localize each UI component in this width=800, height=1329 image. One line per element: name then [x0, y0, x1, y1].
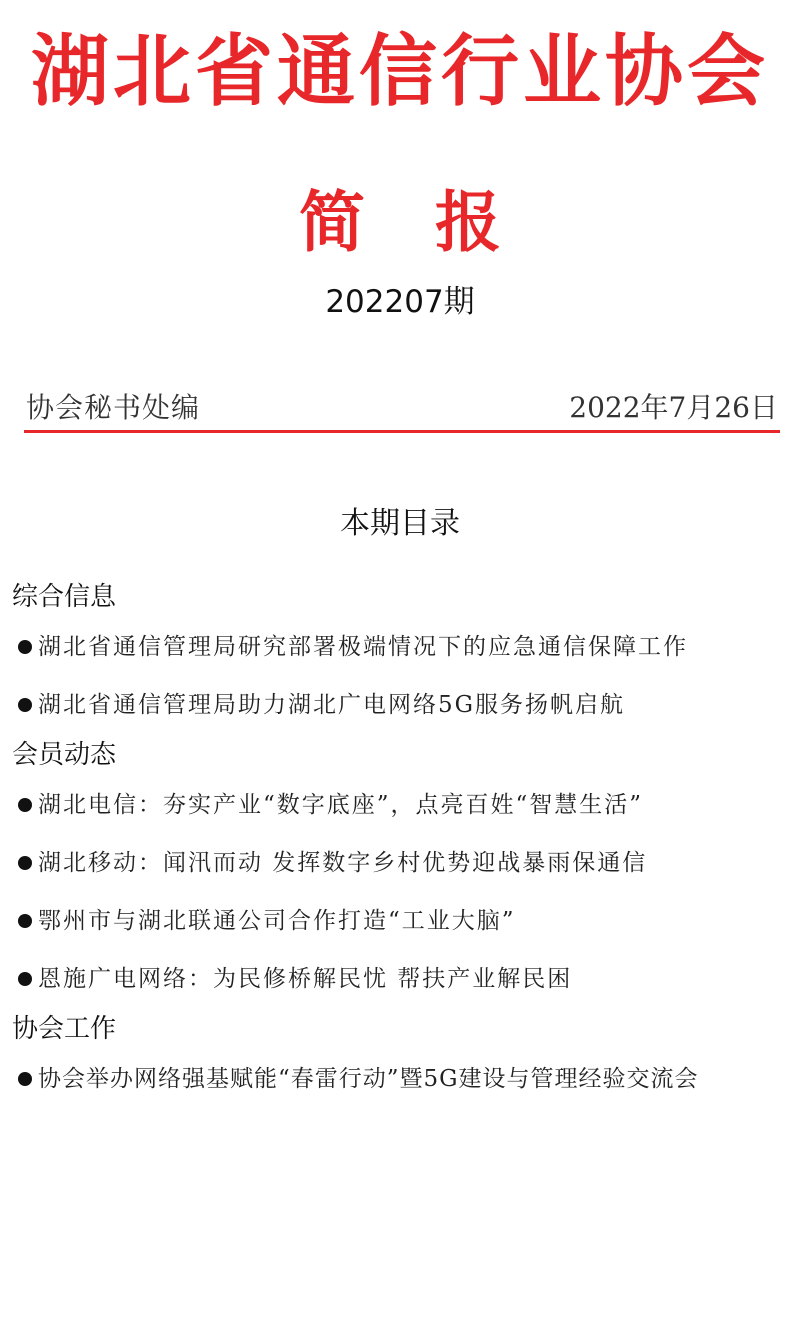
bullet-icon — [18, 798, 32, 812]
org-title: 湖北省通信行业协会 — [30, 27, 769, 117]
toc-title: 本期目录 — [340, 506, 460, 541]
toc-section-association — [12, 1008, 792, 1108]
toc-section-members — [12, 734, 792, 1008]
issue-date: 2022年7月26日 — [569, 391, 778, 424]
section-heading: 会员动态 — [12, 740, 117, 770]
toc-item-text: 湖北省通信管理局助力湖北广电网络5G服务扬帆启航 — [38, 692, 626, 718]
bullet-icon — [18, 640, 32, 654]
bullet-icon — [18, 856, 32, 870]
bullet-icon — [18, 1072, 32, 1086]
toc-item[interactable] — [12, 892, 792, 950]
toc-item-text: 恩施广电网络：为民修桥解民忧 帮扶产业解民困 — [38, 966, 573, 992]
table-of-contents — [12, 576, 792, 1108]
toc-item-text: 协会举办网络强基赋能“春雷行动”暨5G建设与管理经验交流会 — [38, 1066, 699, 1092]
bullet-icon — [18, 972, 32, 986]
toc-item[interactable] — [12, 676, 792, 734]
toc-item[interactable] — [12, 776, 792, 834]
toc-section-general — [12, 576, 792, 734]
section-heading: 综合信息 — [12, 582, 117, 612]
toc-item-text: 湖北移动：闻汛而动 发挥数字乡村优势迎战暴雨保通信 — [38, 850, 648, 876]
toc-item-text: 湖北电信：夯实产业“数字底座”，点亮百姓“智慧生活” — [38, 792, 644, 818]
toc-item-text: 湖北省通信管理局研究部署极端情况下的应急通信保障工作 — [38, 634, 688, 660]
editor-label: 协会秘书处编 — [26, 391, 201, 424]
bullet-icon — [18, 698, 32, 712]
red-divider — [24, 430, 780, 433]
toc-item[interactable] — [12, 1050, 792, 1108]
toc-item-text: 鄂州市与湖北联通公司合作打造“工业大脑” — [38, 908, 516, 934]
editor-line — [26, 388, 778, 428]
toc-item[interactable] — [12, 834, 792, 892]
issue-number: 202207期 — [325, 284, 475, 320]
section-heading: 协会工作 — [12, 1014, 117, 1044]
bullet-icon — [18, 914, 32, 928]
toc-item[interactable] — [12, 618, 792, 676]
bulletin-title: 简报 — [299, 184, 571, 261]
toc-item[interactable] — [12, 950, 792, 1008]
